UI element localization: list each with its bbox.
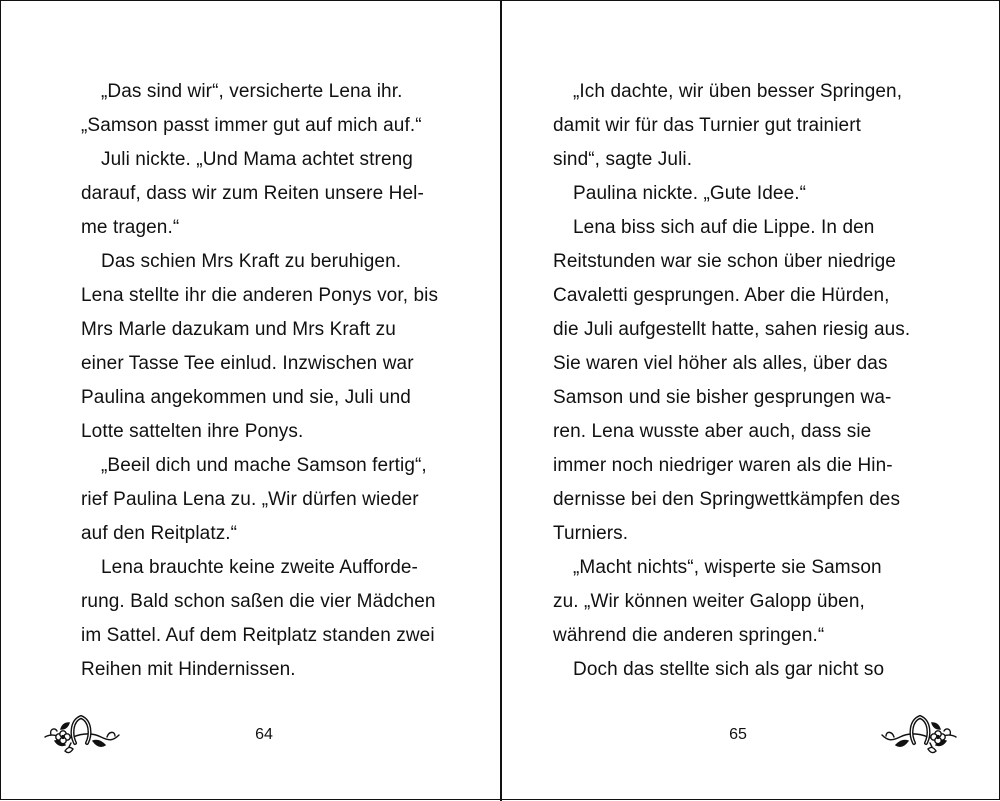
text-line: auf den Reitplatz.“	[81, 523, 238, 544]
text-line: Lotte sattelten ihre Ponys.	[81, 421, 304, 442]
text-line: Lena biss sich auf die Lippe. In den	[573, 217, 875, 238]
text-line: sind“, sagte Juli.	[553, 149, 693, 170]
text-line: Samson und sie bisher gesprungen wa-	[553, 387, 892, 408]
left-page-text	[81, 75, 453, 687]
text-line: Das schien Mrs Kraft zu beruhigen.	[101, 251, 402, 272]
text-line: me tragen.“	[81, 217, 180, 238]
text-line: Lena stellte ihr die anderen Ponys vor, bis	[81, 285, 439, 306]
horseshoe-flower-ornament-icon	[880, 707, 960, 757]
text-line: Doch das stellte sich als gar nicht so	[573, 659, 885, 680]
text-line: Turniers.	[553, 523, 629, 544]
text-line: Reihen mit Hindernissen.	[81, 659, 296, 680]
text-line: Reitstunden war sie schon über niedrige	[553, 251, 896, 272]
text-line: Sie waren viel höher als alles, über das	[553, 353, 888, 374]
text-line: dernisse bei den Springwettkämpfen des	[553, 489, 901, 510]
text-line: Cavaletti gesprungen. Aber die Hürden,	[553, 285, 890, 306]
text-line: während die anderen springen.“	[553, 625, 825, 646]
text-line: „Ich dachte, wir üben besser Springen,	[573, 81, 903, 102]
text-line: Mrs Marle dazukam und Mrs Kraft zu	[81, 319, 396, 340]
text-line: damit wir für das Turnier gut trainiert	[553, 115, 862, 136]
text-line: Paulina nickte. „Gute Idee.“	[573, 183, 807, 204]
text-line: „Das sind wir“, versicherte Lena ihr.	[101, 81, 403, 102]
text-line: „Beeil dich und mache Samson fertig“,	[101, 455, 427, 476]
text-line: rief Paulina Lena zu. „Wir dürfen wieder	[81, 489, 419, 510]
text-line: die Juli aufgestellt hatte, sahen riesig aus.	[553, 319, 911, 340]
text-line: „Samson passt immer gut auf mich auf.“	[81, 115, 422, 136]
text-line: einer Tasse Tee einlud. Inzwischen war	[81, 353, 414, 374]
text-line: rung. Bald schon saßen die vier Mädchen	[81, 591, 436, 612]
text-line: zu. „Wir können weiter Galopp üben,	[553, 591, 865, 612]
text-line: immer noch niedriger waren als die Hin-	[553, 455, 893, 476]
text-line: ren. Lena wusste aber auch, dass sie	[553, 421, 872, 442]
text-line: Juli nickte. „Und Mama achtet streng	[101, 149, 413, 170]
text-line: „Macht nichts“, wisperte sie Samson	[573, 557, 882, 578]
page-number: 64	[255, 726, 273, 743]
horseshoe-flower-ornament-icon	[41, 707, 121, 757]
text-line: im Sattel. Auf dem Reitplatz standen zwei	[81, 625, 435, 646]
right-page-text	[553, 75, 925, 687]
page-number: 65	[729, 726, 747, 743]
text-line: darauf, dass wir zum Reiten unsere Hel-	[81, 183, 424, 204]
text-line: Paulina angekommen und sie, Juli und	[81, 387, 411, 408]
left-page	[1, 1, 500, 801]
text-line: Lena brauchte keine zweite Aufforde-	[101, 557, 418, 578]
right-page	[502, 1, 1000, 801]
